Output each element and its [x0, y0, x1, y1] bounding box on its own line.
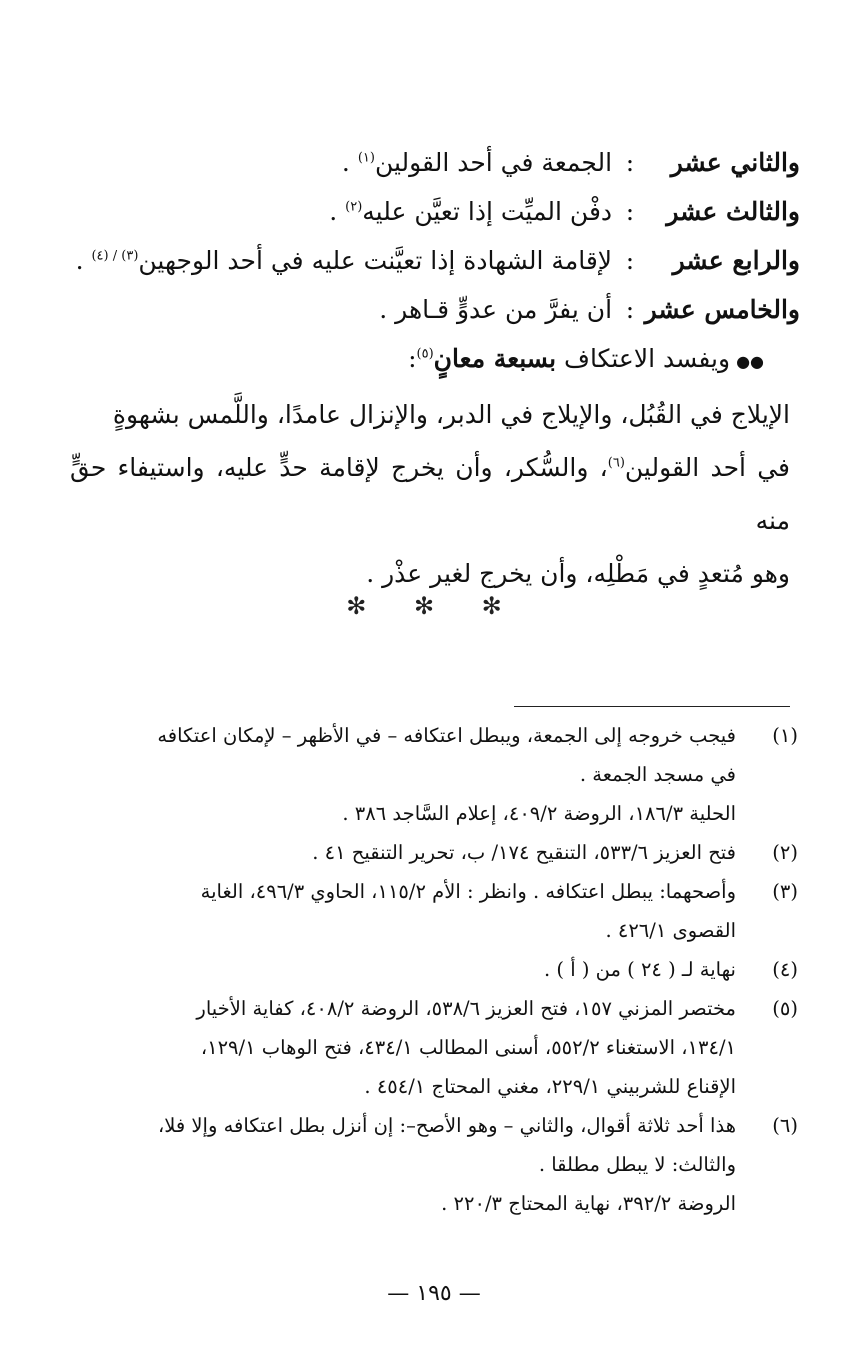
item-label: والثاني عشر — [670, 148, 800, 177]
footnote-5: (٥) مختصر المزني ١٥٧، فتح العزيز ٥٣٨/٦، الروضة ٤٠٨/٢، كفاية الأخيار ١٣٤/١، الاستغناء ٥٥٢/٢، أسنى المطالب ٤٣٤/١، فتح الوهاب ١٢٩/١، الإقناع للشربيني ٢٢٩/١، مغني المحتاج ٤٥٤/١ . — [70, 989, 798, 1106]
footnote-6-refs: الروضة ٣٩٢/٢، نهاية المحتاج ٢٢٠/٣ . — [441, 1192, 736, 1215]
section-heading: ●●ويفسد الاعتكاف بسبعة معانٍ$^{(٥)}$: — [408, 344, 764, 373]
footnote-3: (٣) وأصحهما: يبطل اعتكافه . وانظر : الأم ١١٥/٢، الحاوي ٤٩٦/٣، الغاية القصوى ٤٢٦/١ . — [70, 872, 798, 950]
item-text: أن يفرَّ من عدوٍّ قـاهر . — [379, 295, 613, 324]
footnote-divider — [514, 706, 790, 707]
footnote-6: (٦) هذا أحد ثلاثة أقوال، والثاني – وهو الأصح–: إن أنزل بطل اعتكافه وإلا فلا، والثالث: لا يبطل مطلقا . — [70, 1106, 798, 1184]
footnote-number: (١) — [772, 724, 798, 747]
footnote-number: (٤) — [772, 958, 798, 981]
item-text: دفْن الميِّت إذا تعيَّن عليه — [362, 197, 613, 226]
footnote-number: (٣) — [772, 880, 798, 903]
item-line: والرابع عشر: لإقامة الشهادة إذا تعيَّنت عليه في أحد الوجهين$^{(٣) / (٤)}$ . — [70, 236, 800, 285]
footnote-2: (٢) فتح العزيز ٥٣٣/٦، التنقيح ١٧٤/ ب، تحرير التنقيح ٤١ . — [70, 833, 798, 872]
footnote-number: (٢) — [772, 841, 798, 864]
colon: : — [625, 295, 635, 324]
footnote-ref[interactable]: (٣) / (٤) — [91, 248, 139, 264]
footnote-ref[interactable]: (١) — [357, 150, 375, 166]
main-text — [70, 138, 800, 600]
item-line: والثالث عشر: دفْن الميِّت إذا تعيَّن عليه$^{(٢)}$ . — [70, 187, 800, 236]
footnote-ref[interactable]: (٥) — [416, 346, 434, 362]
colon: : — [625, 197, 635, 226]
item-label: والخامس عشر — [644, 295, 800, 324]
footnote-ref[interactable]: (٢) — [345, 199, 363, 215]
footnote-4: (٤) نهاية لـ ( ٢٤ ) من ( أ ) . — [70, 950, 798, 989]
item-line: والثاني عشر: الجمعة في أحد القولين$^{(١)}$ . — [70, 138, 800, 187]
colon: : — [625, 246, 635, 275]
page-number: — ١٩٥ — — [387, 1281, 481, 1306]
item-label: والرابع عشر — [672, 246, 800, 275]
body-paragraph: الإيلاج في القُبُل، والإيلاج في الدبر، والإنزال عامدًا، واللَّمس بشهوةٍ في أحد القولين$^{(٦)}$، والسُّكر، وأن يخرج لإقامة حدٍّ عليه، واستيفاء حقٍّ منه وهو مُتعدٍ في مَطْلِه، وأن يخرج لغير عذْر . — [70, 400, 790, 588]
footnote-ref[interactable]: (٦) — [607, 455, 625, 471]
bullet-icon: ●● — [736, 352, 764, 371]
footnote-number: (٥) — [772, 997, 798, 1020]
footnotes — [70, 716, 798, 1223]
item-text: الجمعة في أحد القولين — [374, 148, 613, 177]
section-separator: ✻ ✻ ✻ — [346, 592, 522, 620]
colon: : — [625, 148, 635, 177]
footnote-1: (١) فيجب خروجه إلى الجمعة، ويبطل اعتكافه – في الأظهر – لإمكان اعتكافه في مسجد الجمعة . — [70, 716, 798, 794]
item-text: لإقامة الشهادة إذا تعيَّنت عليه في أحد الوجهين — [138, 246, 613, 275]
item-label: والثالث عشر — [666, 197, 800, 226]
item-line — [70, 285, 800, 334]
footnote-1-refs: الحلية ١٨٦/٣، الروضة ٤٠٩/٢، إعلام السَّاجد ٣٨٦ . — [342, 802, 736, 825]
footnote-number: (٦) — [772, 1114, 798, 1137]
